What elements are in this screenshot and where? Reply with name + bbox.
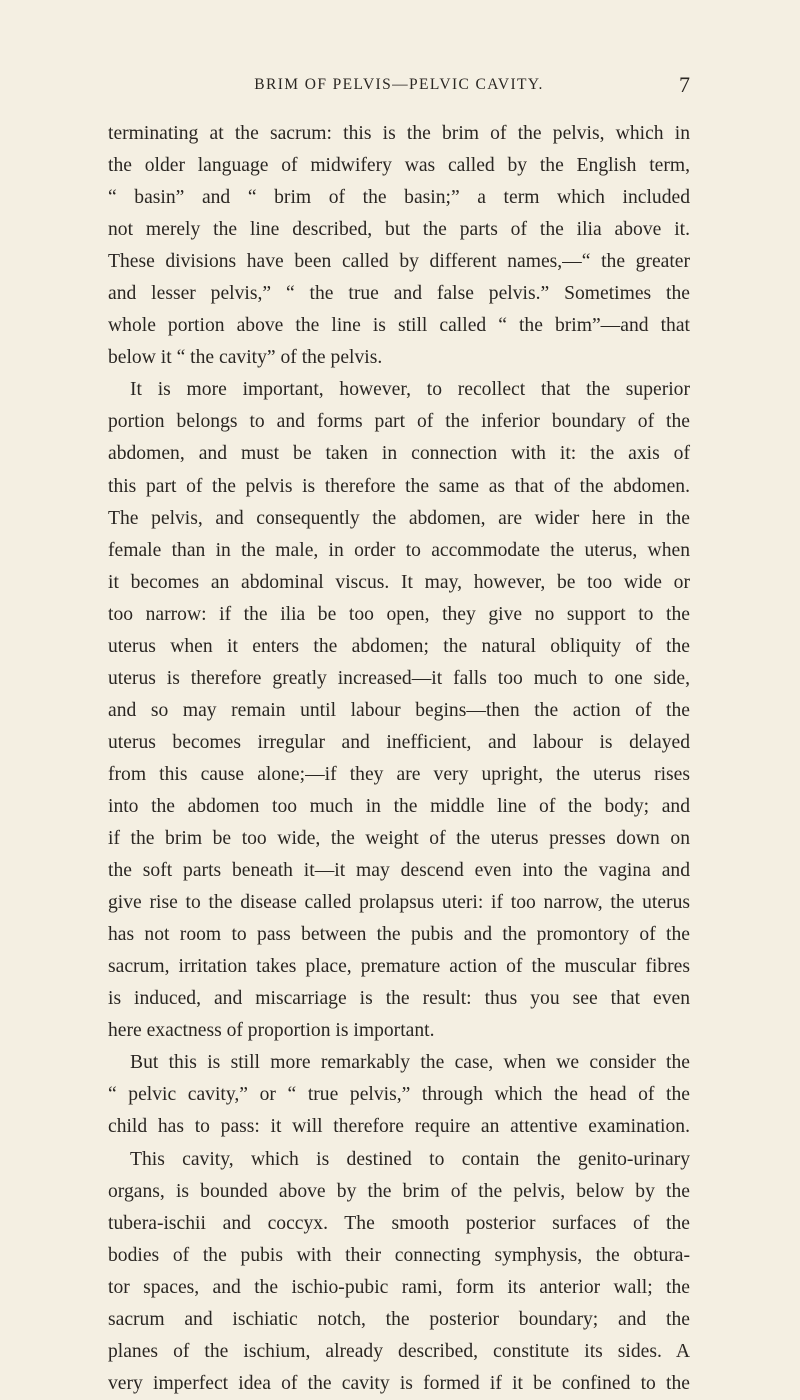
text-line: if the brim be too wide, the weight of the uterus presses down on (108, 828, 690, 850)
text-line: whole portion above the line is still called “ the brim”—and that (108, 315, 690, 337)
text-line: into the abdomen too much in the middle line of the body; and (108, 795, 690, 817)
text-line: too narrow: if the ilia be too open, they give no support to the (108, 603, 690, 625)
text-line: this part of the pelvis is therefore the same as that of the abdomen. (108, 475, 690, 497)
text-line: not merely the line described, but the parts of the ilia above it. (108, 219, 690, 241)
text-line: organs, is bounded above by the brim of the pelvis, below by the (108, 1180, 690, 1202)
text-line: the older language of midwifery was called by the English term, (108, 155, 690, 177)
text-line: is induced, and miscarriage is the result: thus you see that even (108, 988, 690, 1010)
text-line: abdomen, and must be taken in connection with it: the axis of (108, 443, 690, 465)
body-text (108, 118, 690, 1400)
text-line: sacrum, irritation takes place, premature action of the muscular fibres (108, 956, 690, 978)
text-line: sacrum and ischiatic notch, the posterior boundary; and the (108, 1308, 690, 1330)
text-line: child has to pass: it will therefore require an attentive examination. (108, 1116, 690, 1138)
text-line: female than in the male, in order to accommodate the uterus, when (108, 539, 690, 561)
text-line: below it “ the cavity” of the pelvis. (108, 347, 383, 369)
text-line: tubera-ischii and coccyx. The smooth posterior surfaces of the (108, 1212, 690, 1234)
text-line: from this cause alone;—if they are very upright, the uterus rises (108, 763, 690, 785)
text-line: “ pelvic cavity,” or “ true pelvis,” through which the head of the (108, 1084, 690, 1106)
text-line: planes of the ischium, already described, constitute its sides. A (108, 1340, 690, 1362)
text-line: and so may remain until labour begins—then the action of the (108, 699, 690, 721)
text-line: give rise to the disease called prolapsus uteri: if too narrow, the uterus (108, 892, 690, 914)
text-line: The pelvis, and consequently the abdomen, are wider here in the (108, 507, 690, 529)
text-line: These divisions have been called by different names,—“ the greater (108, 251, 690, 273)
text-line: uterus is therefore greatly increased—it falls too much to one side, (108, 667, 690, 689)
running-title: BRIM OF PELVIS—PELVIC CAVITY. (254, 76, 544, 93)
text-line: “ basin” and “ brim of the basin;” a term which included (108, 187, 690, 209)
running-head (108, 74, 690, 104)
text-line: it becomes an abdominal viscus. It may, however, be too wide or (108, 571, 690, 593)
text-line: portion belongs to and forms part of the inferior boundary of the (108, 411, 690, 433)
text-line: This cavity, which is destined to contain the genito-urinary (130, 1148, 690, 1170)
text-line: bodies of the pubis with their connecting symphysis, the obtura- (108, 1244, 690, 1266)
text-line: uterus becomes irregular and inefficient, and labour is delayed (108, 731, 690, 753)
text-line: has not room to pass between the pubis and the promontory of the (108, 924, 690, 946)
text-line: uterus when it enters the abdomen; the natural obliquity of the (108, 635, 690, 657)
text-line: very imperfect idea of the cavity is formed if it be confined to the (108, 1372, 690, 1394)
text-line: and lesser pelvis,” “ the true and false pelvis.” Sometimes the (108, 283, 690, 305)
page-number: 7 (679, 72, 690, 97)
text-line: here exactness of proportion is important. (108, 1020, 435, 1042)
text-line: But this is still more remarkably the case, when we consider the (130, 1052, 690, 1074)
text-line: It is more important, however, to recollect that the superior (130, 379, 690, 401)
text-line: tor spaces, and the ischio-pubic rami, form its anterior wall; the (108, 1276, 690, 1298)
text-line: terminating at the sacrum: this is the brim of the pelvis, which in (108, 123, 690, 144)
text-line: the soft parts beneath it—it may descend even into the vagina and (108, 860, 690, 882)
